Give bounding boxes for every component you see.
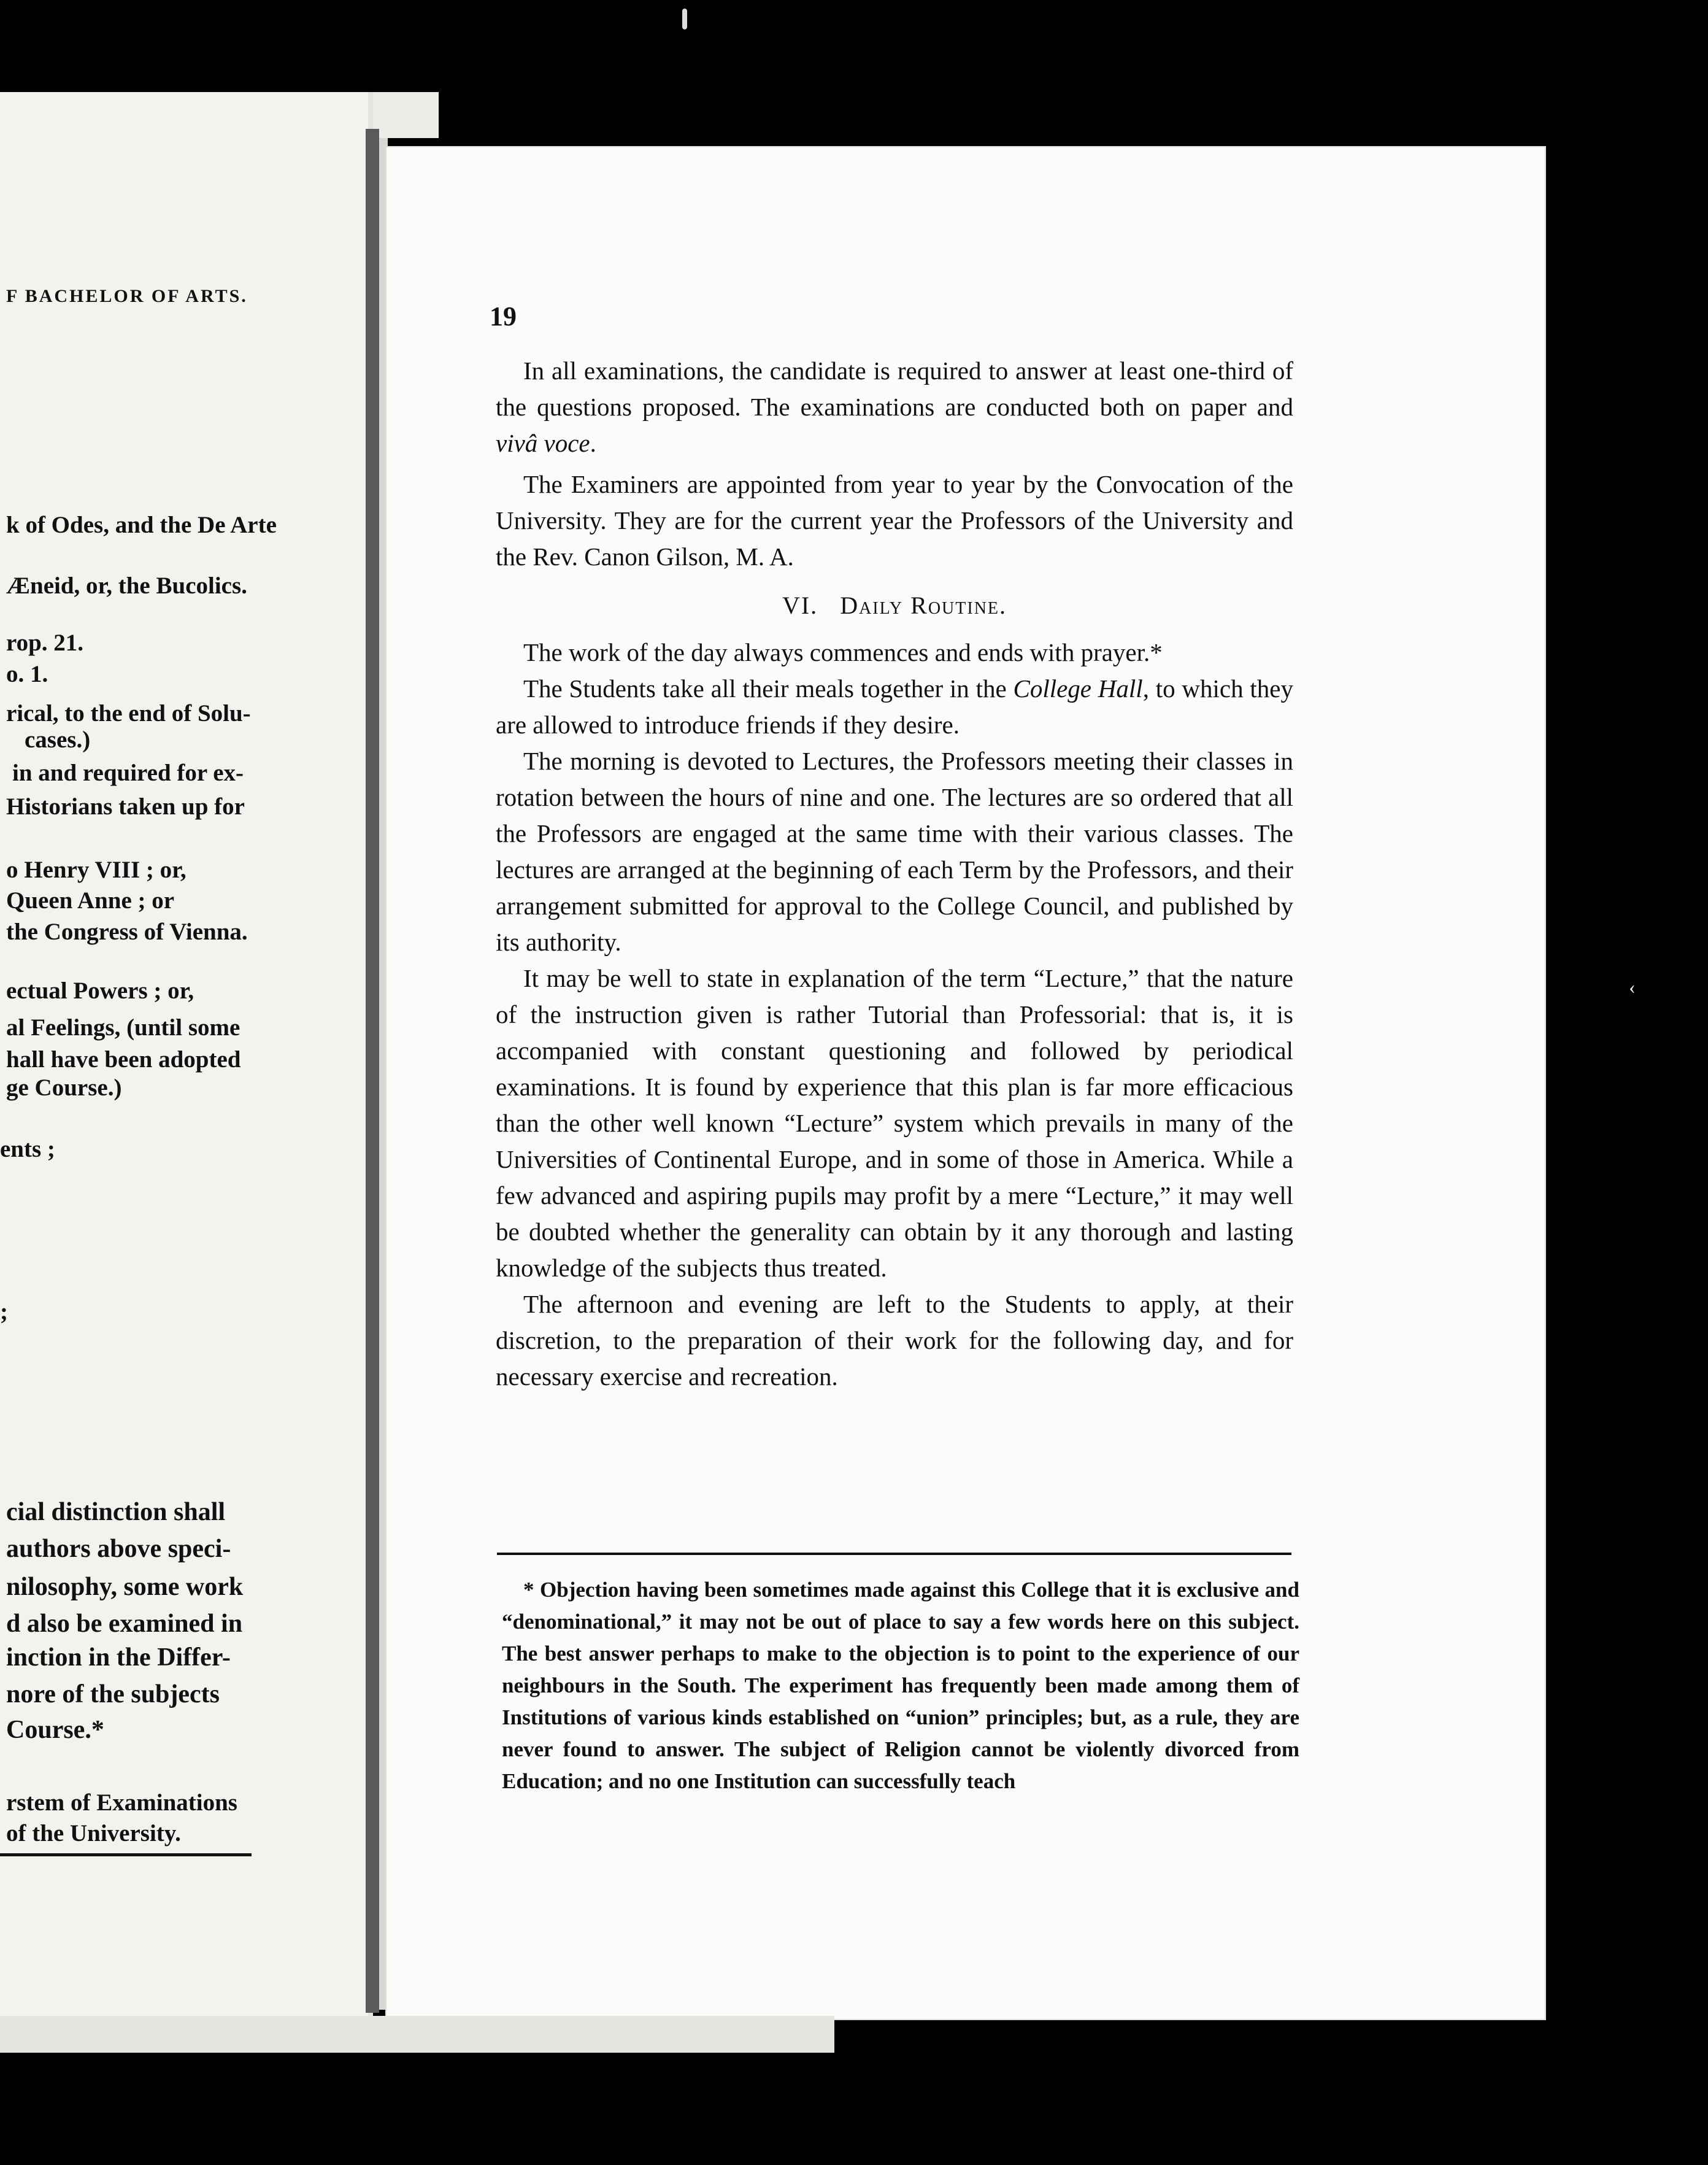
previous-page-line: Course.* — [6, 1716, 104, 1744]
previous-page-line: nore of the subjects — [6, 1680, 220, 1708]
scan-mark: ‹ — [1629, 976, 1636, 998]
previous-page-line: cial distinction shall — [6, 1498, 226, 1526]
previous-page-line: inction in the Differ- — [6, 1643, 231, 1672]
section-title: Daily Routine. — [840, 592, 1007, 619]
previous-page-line: rop. 21. — [6, 630, 84, 656]
previous-page-line: d also be examined in — [6, 1610, 243, 1638]
previous-page-fragment — [0, 92, 373, 2019]
paragraph-examinations — [496, 353, 1293, 461]
previous-page-line: ectual Powers ; or, — [6, 978, 194, 1004]
previous-page-line: F BACHELOR OF ARTS. — [6, 286, 248, 306]
previous-page-line: rstem of Examinations — [6, 1789, 237, 1816]
page-gutter — [366, 129, 379, 2013]
section-number: VI. — [782, 592, 818, 619]
exam-text-end: . — [590, 429, 596, 457]
paragraph-examiners: The Examiners are appointed from year to year by the Convocation of the University. They are for the current year the Professors of the University and the Rev. Canon Gilson, M. A. — [496, 470, 1293, 571]
previous-page-line: ents ; — [0, 1136, 55, 1162]
section-heading — [496, 587, 1293, 623]
paragraph-meals — [496, 671, 1293, 743]
previous-page-line: ; — [0, 1299, 8, 1325]
previous-page-line: Historians taken up for — [6, 793, 245, 820]
viva-voce-term: vivâ voce — [496, 429, 590, 457]
page-body — [496, 353, 1293, 1395]
previous-page-line: of the University. — [6, 1820, 181, 1847]
previous-page-line: Queen Anne ; or — [6, 887, 175, 914]
previous-page-line: rical, to the end of Solu- — [6, 700, 251, 727]
paragraph-afternoon: The afternoon and evening are left to the Students to apply, at their discretion, to the preparation of their work for the following day, and for necessary exercise and recreation. — [496, 1290, 1293, 1391]
previous-page-line: k of Odes, and the De Arte — [6, 512, 277, 538]
exam-text-lead: In all examinations, the candidate is required to answer at least one-third of the questions proposed. The examinations are conducted both on paper and — [496, 357, 1293, 421]
page-number: 19 — [490, 301, 517, 331]
paragraph-prayer: The work of the day always commences and ends with prayer.* — [523, 638, 1163, 666]
previous-page-line: Æneid, or, the Bucolics. — [6, 573, 247, 599]
meals-text-lead: The Students take all their meals together in the — [523, 674, 1014, 703]
meals-text-end: , to which they are allowed to introduce friends if they desire. — [496, 674, 1293, 739]
previous-page-line: o. 1. — [6, 661, 48, 687]
page-edge-bottom — [0, 2016, 834, 2053]
previous-page-line: o Henry VIII ; or, — [6, 857, 187, 883]
previous-page-line: al Feelings, (until some — [6, 1014, 240, 1041]
previous-page-line: nilosophy, some work — [6, 1573, 244, 1601]
previous-page-line: hall have been adopted — [6, 1046, 241, 1073]
paragraph-lecture-explanation: It may be well to state in explanation of the term “Lecture,” that the nature of the instruction given is rather Tutorial than Professorial: that is, it is accompanied with constant questioning and followed by periodical examinations. It is found by experience that this plan is far more efficacious than the other well known “Lecture” system which prevails in many of the Universities of Continental Europe, and in some of those in America. While a few advanced and aspiring pupils may profit by a mere “Lecture,” it may well be doubted whether the generality can obtain by it any thorough and lasting knowledge of the subjects thus treated. — [496, 964, 1293, 1282]
previous-page-line: cases.) — [25, 727, 91, 753]
previous-page-line: the Congress of Vienna. — [6, 919, 248, 945]
previous-page-line: authors above speci- — [6, 1535, 231, 1563]
college-hall-term: College Hall — [1013, 674, 1143, 703]
paragraph-morning: The morning is devoted to Lectures, the Professors meeting their classes in rotation between the hours of nine and one. The lectures are so ordered that all the Professors are engaged at the same time with their various classes. The lectures are arranged at the beginning of each Term by the Professors, and their arrangement submitted for approval to the College Council, and published by its authority. — [496, 747, 1293, 956]
footnote — [502, 1574, 1299, 1797]
previous-page-line: in and required for ex- — [12, 760, 244, 786]
scan-speck — [682, 9, 687, 29]
previous-page-rule — [0, 1853, 252, 1856]
footnote-text: * Objection having been sometimes made against this College that it is exclusive and “denominational,” it may not be out of place to say a few words here on this subject. The best answer perhaps to make to the objection is to point to the experience of our neighbours in the South. The experiment has frequently been made among them of Institutions of various kinds established on “union” principles; but, as a rule, they are never found to answer. The subject of Religion cannot be violently divorced from Education; and no one Institution can successfully teach — [502, 1578, 1299, 1793]
footnote-rule — [497, 1553, 1291, 1555]
previous-page-line: ge Course.) — [6, 1075, 122, 1101]
